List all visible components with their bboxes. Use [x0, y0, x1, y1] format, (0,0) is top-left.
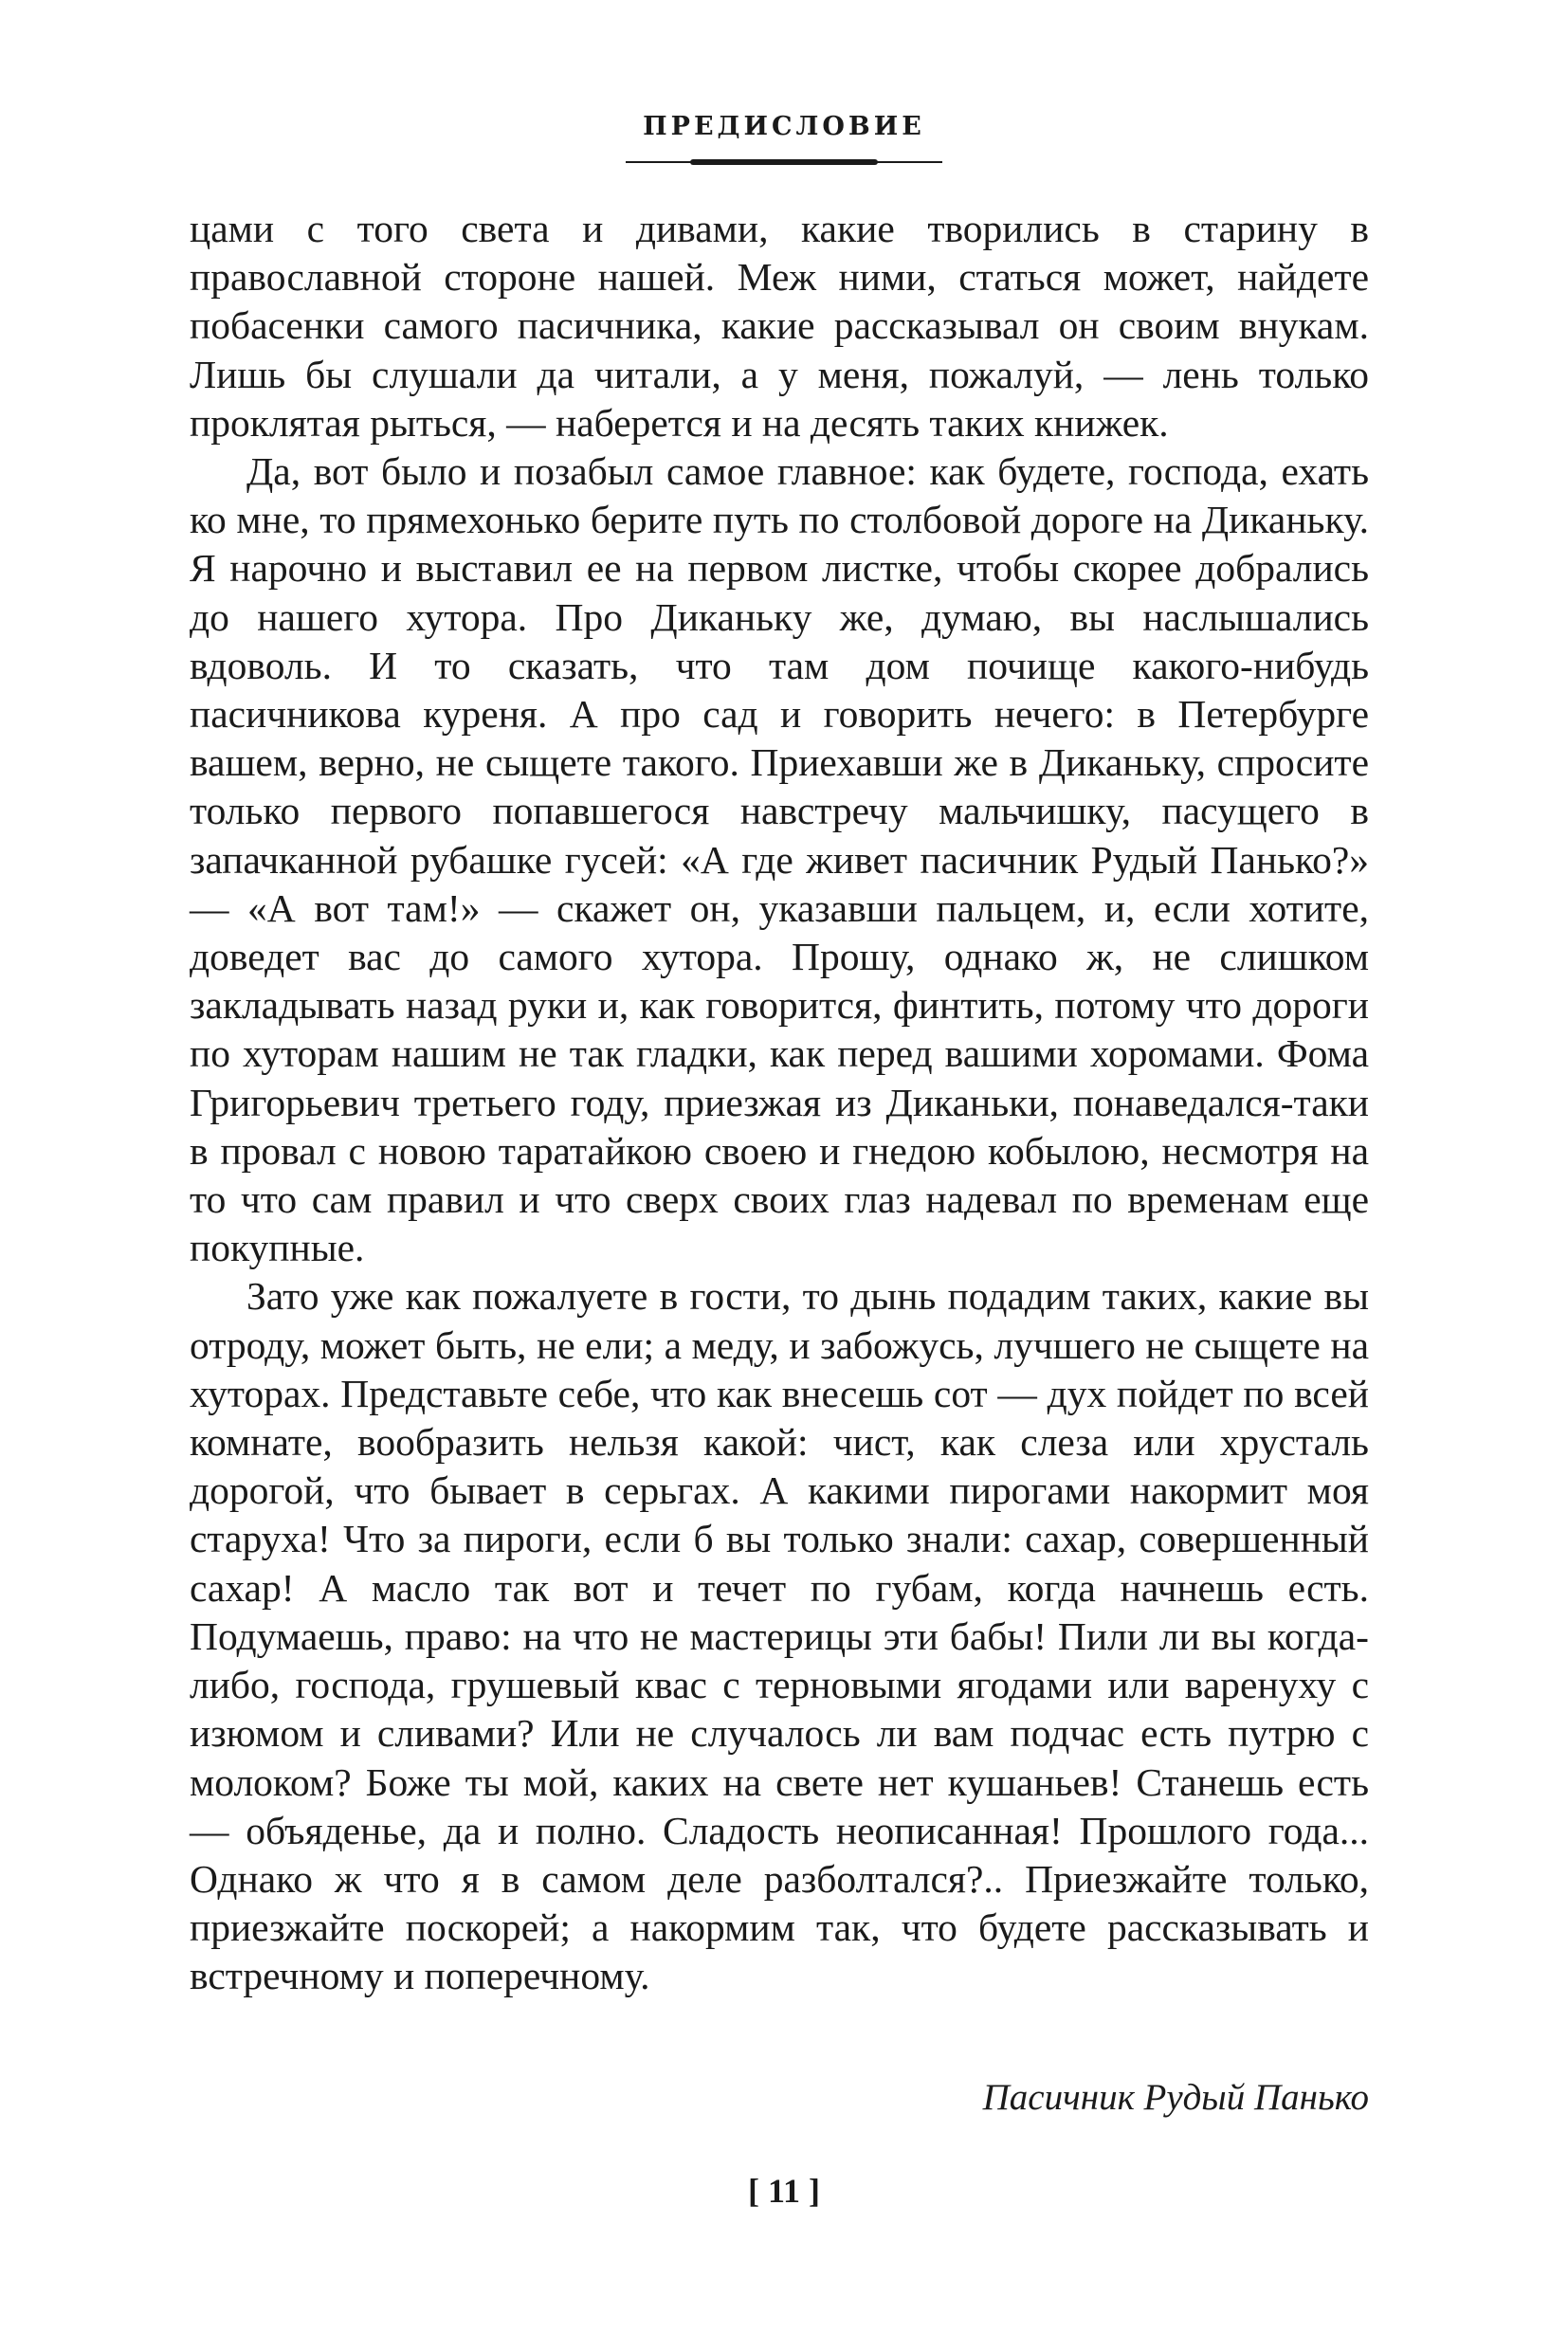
paragraph-3: Зато уже как пожалуете в гости, то дынь подадим таких, какие вы отроду, может быть, не ели; а меду, и забожусь, лучшего не сыщете на хуторах. Представьте себе, что как внесешь сот — дух пойдет по всей комнате, вообразить нельзя какой: чист, как слеза или хрусталь дорогой, что бывает в серьгах. А какими пирогами накормит моя старуха! Что за пироги, если б вы только знали: сахар, совершенный сахар! А масло так вот и течет по губам, когда начнешь есть. Подумаешь, право: на что не мастерицы эти бабы! Пили ли вы когда-либо, господа, грушевый квас с терновыми ягодами или варенуху с изюмом и сливами? Или не случалось ли вам подчас есть путрю с молоком? Боже ты мой, каких на свете нет кушаньев! Станешь есть — объяденье, да и полно. Сладость неописанная! Прошлого года... Однако ж что я в самом деле разболтался?.. Приезжайте только, приезжайте поскорей; а накормим так, что будете рассказывать и встречному и поперечному. [190, 1274, 1369, 1998]
paragraph-2: Да, вот было и позабыл самое главное: как будете, господа, ехать ко мне, то прямехонько берите путь по столбовой дороге на Диканьку. Я нарочно и выставил ее на первом листке, чтобы скорее добрались до нашего хутора. Про Диканьку же, думаю, вы наслышались вдоволь. И то сказать, что там дом почище какого-нибудь пасичникова куреня. А про сад и говорить нечего: в Петербурге вашем, верно, не сыщете такого. Приехавши же в Диканьку, спросите только первого попавшегося навстречу мальчишку, пасущего в запачканной рубашке гусей: «А где живет пасичник Рудый Панько?» — «А вот там!» — скажет он, указавши пальцем, и, если хотите, доведет вас до самого хутора. Прошу, однако ж, не слишком закладывать назад руки и, как говорится, финтить, потому что дороги по хуторам нашим не так гладки, как перед вашими хоромами. Фома Григорьевич третьего году, приезжая из Диканьки, понаведался-таки в провал с новою таратайкою своею и гнедою кобылою, несмотря на то что сам правил и что сверх своих глаз надевал по временам еще покупные. [190, 449, 1369, 1270]
body-text [190, 205, 1369, 2001]
header-ornament-rule [626, 161, 942, 163]
running-header: ПРЕДИСЛОВИЕ [643, 112, 925, 141]
paragraph-1: цами с того света и дивами, какие творились в старину в православной стороне нашей. Меж ними, статься может, найдете побасенки самого пасичника, какие рассказывал он своим внукам. Лишь бы слушали да читали, а у меня, пожалуй, — лень только проклятая рыться, — наберется и на десять таких книжек. [190, 207, 1369, 445]
author-signature: Пасичник Рудый Панько [982, 2077, 1369, 2118]
page-number: [ 11 ] [748, 2172, 820, 2210]
